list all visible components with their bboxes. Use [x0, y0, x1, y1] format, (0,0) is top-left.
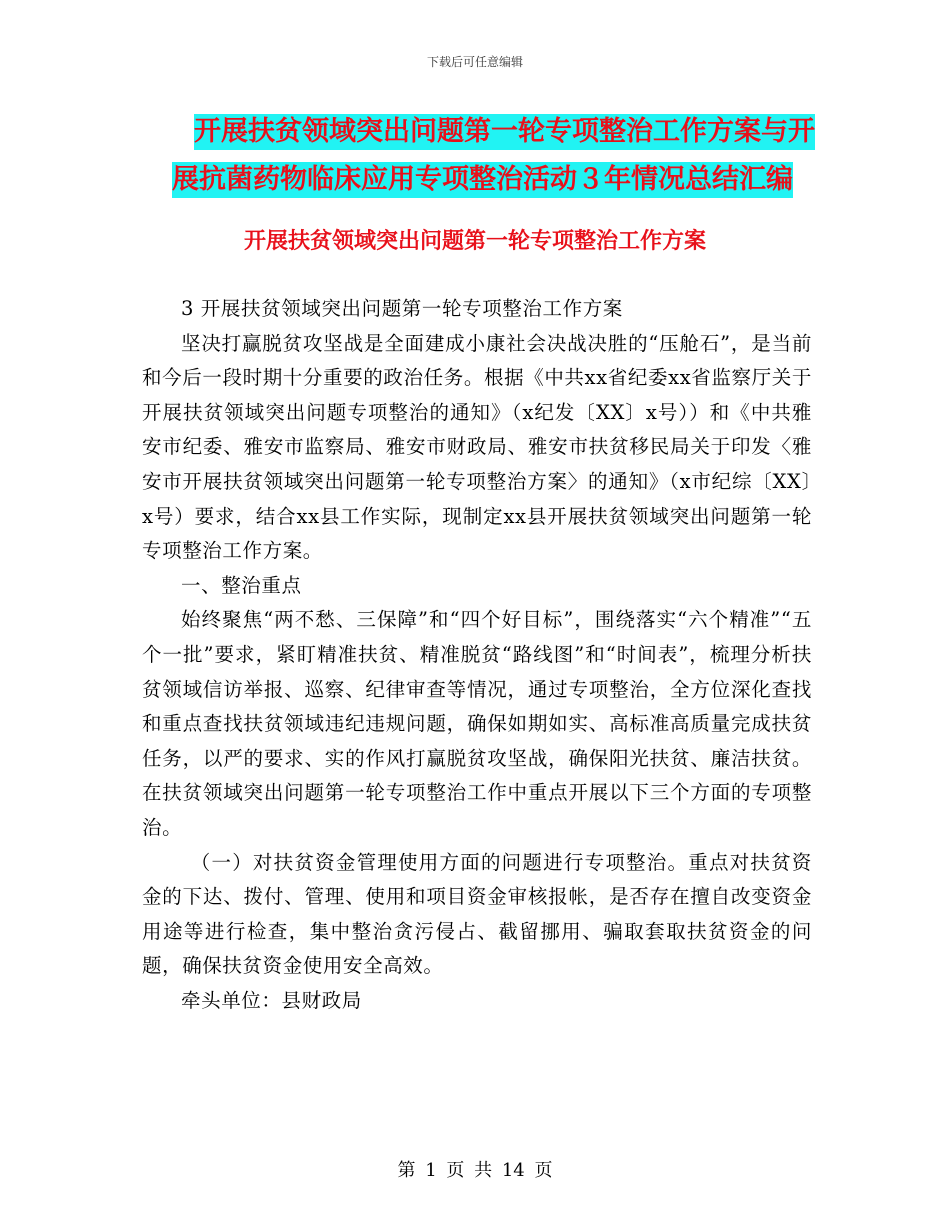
- document-title: [172, 108, 822, 204]
- document-title-line-2: [172, 156, 822, 204]
- paragraph-focus: 始终聚焦“两不愁、三保障”和“四个好目标”，围绕落实“六个精准”“五个一批”要求，紧盯精准扶贫、精准脱贫“路线图”和“时间表”，梳理分析扶贫领域信访举报、巡察、纪律审查等情况，通过专项整治，全方位深化查找和重点查找扶贫领域违纪违规问题，确保如期如实、高标准高质量完成扶贫任务，以严的要求、实的作风打赢脱贫攻坚战，确保阳光扶贫、廉洁扶贫。在扶贫领域突出问题第一轮专项整治工作中重点开展以下三个方面的专项整治。: [142, 608, 812, 839]
- title-highlight-1: 开展扶贫领域突出问题第一轮专项整治工作方案与开: [194, 114, 815, 150]
- paragraph-intro: 坚决打赢脱贫攻坚战是全面建成小康社会决战决胜的“压舱石”，是当前和今后一段时期十分重要的政治任务。根据《中共xx省纪委xx省监察厅关于开展扶贫领域突出问题专项整治的通知》（x纪发〔XX〕x号））和《中共雅安市纪委、雅安市监察局、雅安市财政局、雅安市扶贫移民局关于印发〈雅安市开展扶贫领域突出问题第一轮专项整治方案〉的通知》（x市纪综〔XX〕x号）要求，结合xx县工作实际，现制定xx县开展扶贫领域突出问题第一轮专项整治工作方案。: [142, 331, 812, 563]
- paragraph-section-heading: 一、整治重点: [181, 573, 302, 597]
- paragraph-lead-unit: 牵头单位：县财政局: [181, 988, 362, 1012]
- document-body: [142, 292, 812, 1018]
- paragraph-item-1: （一）对扶贫资金管理使用方面的问题进行专项整治。重点对扶贫资金的下达、拨付、管理、使用和项目资金审核报帐，是否存在擅自改变资金用途等进行检查，集中整治贪污侵占、截留挪用、骗取套取扶贫资金的问题，确保扶贫资金使用安全高效。: [142, 850, 812, 978]
- document-title-line-1: [172, 108, 822, 156]
- paragraph-heading-number: 3 开展扶贫领域突出问题第一轮专项整治工作方案: [181, 297, 623, 320]
- page-footer: 第 1 页 共 14 页: [397, 1160, 553, 1181]
- title-highlight-2: 展抗菌药物临床应用专项整治活动３年情况总结汇编: [172, 162, 793, 198]
- section-title: 开展扶贫领域突出问题第一轮专项整治工作方案: [243, 229, 706, 254]
- page-header-note: 下载后可任意编辑: [426, 55, 523, 69]
